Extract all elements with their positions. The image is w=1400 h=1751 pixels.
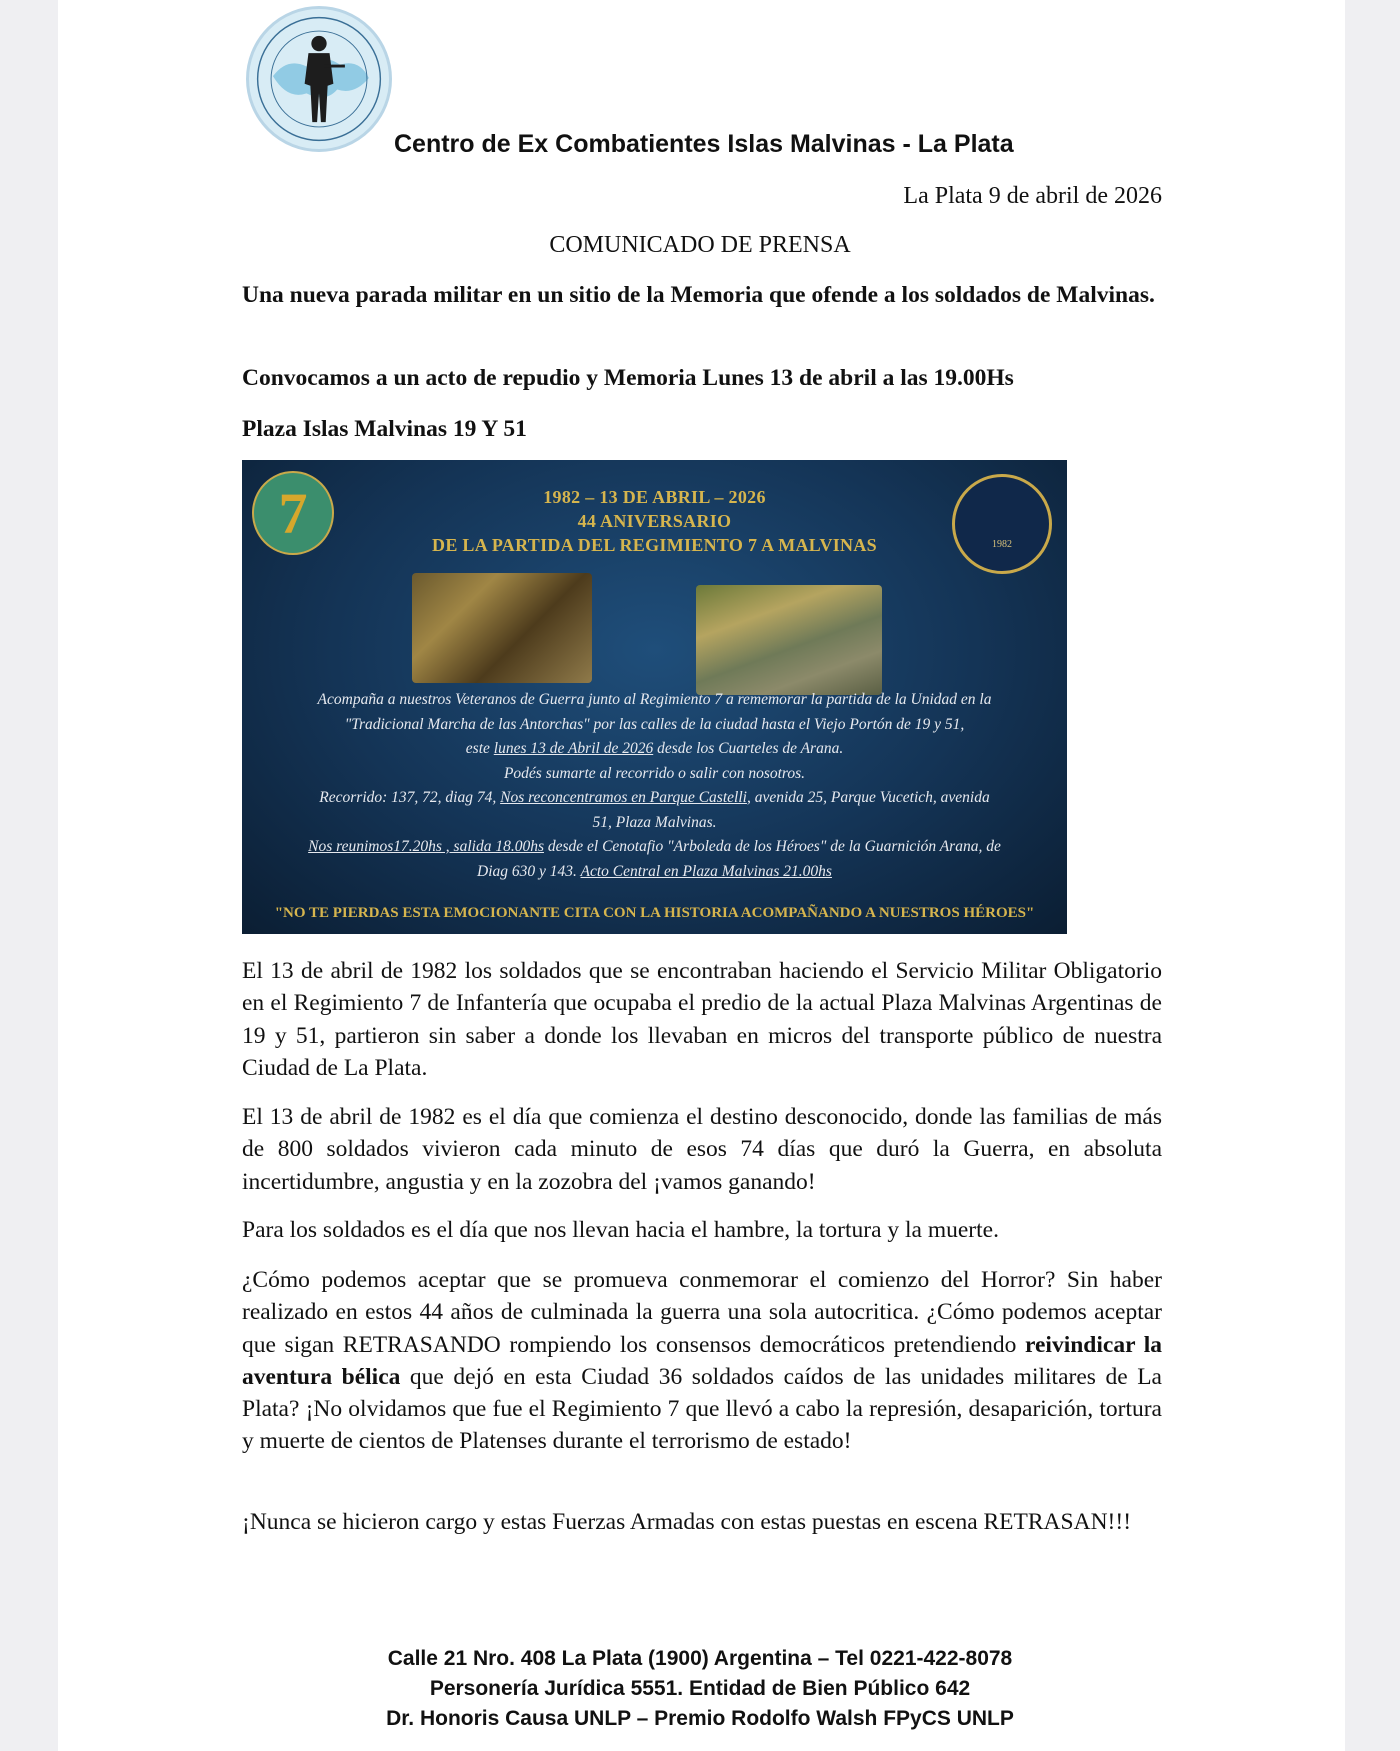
badge-number: 7 [278,480,308,546]
text: ¿Cómo podemos aceptar que se promueva conmemorar el comienzo del Horror? Sin haber realizado en estos 44 años de culminada la guerra una sola autocritica. ¿Cómo podemos aceptar que sigan RETRASANDO rompiendo los consensos democráticos pretendiendo [242,1267,1162,1358]
text: desde el Cenotafio "Arboleda de los Héroes" de la Guarnición Arana, de [543,838,1001,855]
text: , avenida 25, Parque Vucetich, avenida [746,789,990,806]
poster-line [252,860,1057,885]
footer-legal: Personería Jurídica 5551. Entidad de Bien Público 642 [429,1677,971,1700]
poster-title-line: 44 ANIVERSARIO [577,511,732,531]
text: que dejó en esta Ciudad 36 soldados caídos de las unidades militares de La Plata? ¡No olvidamos que fue el Regimiento 7 que llevó a cabo la represión, desaparición, tortura y muerte de cientos de Platenses durante el terrorismo de estado! [242,1363,1162,1455]
document-type-heading [0,232,1400,259]
poster-title-line: DE LA PARTIDA DEL REGIMIENTO 7 A MALVINAS [432,535,877,555]
event-poster [242,460,1067,934]
document-type-text: COMUNICADO DE PRENSA [549,232,851,258]
poster-line: 51, Plaza Malvinas. [592,813,717,831]
text: este [465,740,494,757]
footer-address: Calle 21 Nro. 408 La Plata (1900) Argentina – Tel 0221-422-8078 [387,1647,1013,1670]
event-location: Plaza Islas Malvinas 19 Y 51 [242,416,527,442]
soldier-emblem-icon [249,9,389,149]
poster-line: Acompaña a nuestros Veteranos de Guerra junto al Regimiento 7 a rememorar la partida de la Unidad en la [317,691,992,708]
poster-footer-slogan: "NO TE PIERDAS ESTA EMOCIONANTE CITA CON LA HISTORIA ACOMPAÑANDO A NUESTROS HÉROES" [274,905,1035,921]
poster-line: "Tradicional Marcha de las Antorchas" por las calles de la ciudad hasta el Viejo Portón de 19 y 51, [344,715,965,733]
poster-line: Podés sumarte al recorrido o salir con nosotros. [503,764,806,782]
poster-line [252,835,1057,860]
date-highlight: lunes 13 de Abril de 2026 [493,740,654,757]
torch-march-photo [412,573,592,683]
paragraph: Para los soldados es el día que nos llevan hacia el hambre, la tortura y la muerte. [242,1217,999,1243]
text: Diag 630 y 143. [477,862,581,880]
cecim-logo [246,6,392,152]
poster-line [252,737,1057,762]
document-date: La Plata 9 de abril de 2026 [903,183,1162,209]
poster-title-line: 1982 – 13 DE ABRIL – 2026 [543,487,766,507]
bold-emphasis: reivindicar la aventura bélica [242,1331,1162,1390]
headline: Una nueva parada militar en un sitio de la Memoria que ofende a los soldados de Malvinas. [242,282,1155,308]
poster-title [242,485,1067,557]
paragraph [242,1264,1162,1458]
crest-year: 1982 [992,538,1012,550]
letterhead-footer [0,1644,1400,1734]
text: Recorrido: 137, 72, diag 74, [319,789,501,806]
route-highlight: Nos reconcentramos en Parque Castelli [500,789,747,806]
time-highlight: Nos reunimos17.20hs , salida 18.00hs [308,838,544,855]
soldiers-flags-photo [696,585,882,695]
paragraph: El 13 de abril de 1982 es el día que comienza el destino desconocido, donde las familias de más de 800 soldados vivieron cada minuto de esos 74 días que duró la Guerra, en absoluta incertidumbre, angustia y en la zozobra del ¡vamos ganando! [242,1104,1162,1195]
text: desde los Cuarteles de Arana. [653,740,844,757]
call-to-action: Convocamos a un acto de repudio y Memoria Lunes 13 de abril a las 19.00Hs [242,365,1014,391]
central-act-highlight: Acto Central en Plaza Malvinas 21.00hs [580,862,832,880]
paragraph: ¡Nunca se hicieron cargo y estas Fuerzas Armadas con estas puestas en escena RETRASAN!!! [242,1509,1132,1535]
poster-line [252,786,1057,811]
poster-body-text [252,688,1057,884]
paragraph: El 13 de abril de 1982 los soldados que se encontraban haciendo el Servicio Militar Obligatorio en el Regimiento 7 de Infantería que ocupaba el predio de la actual Plaza Malvinas Argentinas de 19 y 51, partieron sin saber a donde los llevaban en micros del transporte público de nuestra Ciudad de La Plata. [242,958,1162,1081]
footer-honors: Dr. Honoris Causa UNLP – Premio Rodolfo Walsh FPyCS UNLP [386,1707,1014,1730]
organization-title: Centro de Ex Combatientes Islas Malvinas - La Plata [394,130,1014,158]
